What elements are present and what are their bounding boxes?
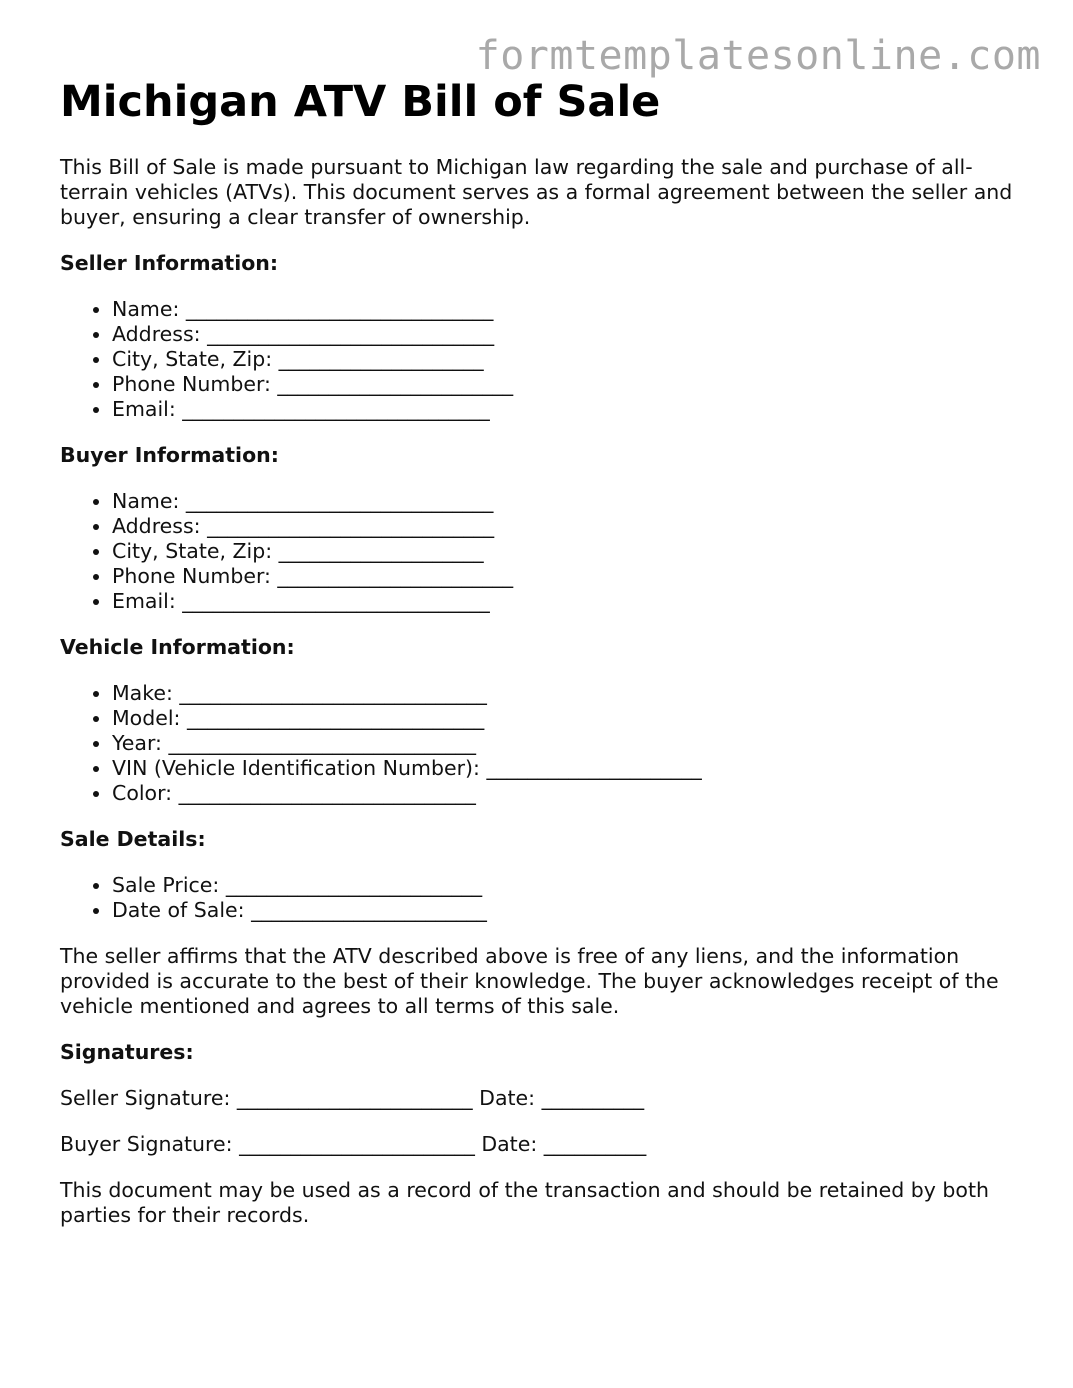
- seller-signature-line: Seller Signature: _______________________ Date: __________: [60, 1086, 645, 1110]
- buyer-address-field: • Address: ____________________________: [112, 514, 1020, 539]
- signatures-heading: Signatures:: [60, 1040, 194, 1064]
- seller-phone-field: • Phone Number: _______________________: [112, 372, 1020, 397]
- intro-paragraph: This Bill of Sale is made pursuant to Michigan law regarding the sale and purchase of all-terrain vehicles (ATVs). This document serves as a formal agreement between the seller and buyer, ensuring a clear transfer of ownership.: [60, 155, 1013, 229]
- seller-list: [60, 297, 1020, 422]
- sale-list: [60, 873, 1020, 923]
- sale-date-field: • Date of Sale: _______________________: [112, 898, 1020, 923]
- watermark: formtemplatesonline.com: [475, 33, 1041, 79]
- buyer-signature-line: Buyer Signature: _______________________ Date: __________: [60, 1132, 647, 1156]
- vehicle-color-field: • Color: _____________________________: [112, 781, 1020, 806]
- vehicle-vin-field: • VIN (Vehicle Identification Number): _____________________: [112, 756, 1020, 781]
- seller-name-field: • Name: ______________________________: [112, 297, 1020, 322]
- buyer-phone-field: • Phone Number: _______________________: [112, 564, 1020, 589]
- buyer-name-field: • Name: ______________________________: [112, 489, 1020, 514]
- document: [60, 76, 1020, 1228]
- buyer-city-field: • City, State, Zip: ____________________: [112, 539, 1020, 564]
- seller-heading: Seller Information:: [60, 251, 279, 275]
- sale-price-field: • Sale Price: _________________________: [112, 873, 1020, 898]
- vehicle-make-field: • Make: ______________________________: [112, 681, 1020, 706]
- seller-address-field: • Address: ____________________________: [112, 322, 1020, 347]
- vehicle-model-field: • Model: _____________________________: [112, 706, 1020, 731]
- vehicle-year-field: • Year: ______________________________: [112, 731, 1020, 756]
- buyer-list: [60, 489, 1020, 614]
- vehicle-list: [60, 681, 1020, 806]
- buyer-heading: Buyer Information:: [60, 443, 279, 467]
- affirmation-paragraph: The seller affirms that the ATV described above is free of any liens, and the information provided is accurate to the best of their knowledge. The buyer acknowledges receipt of the vehicle mentioned and agrees to all terms of this sale.: [60, 944, 999, 1018]
- buyer-email-field: • Email: ______________________________: [112, 589, 1020, 614]
- closing-paragraph: This document may be used as a record of the transaction and should be retained by both parties for their records.: [60, 1178, 990, 1227]
- page-title: Michigan ATV Bill of Sale: [60, 77, 661, 127]
- vehicle-heading: Vehicle Information:: [60, 635, 295, 659]
- seller-city-field: • City, State, Zip: ____________________: [112, 347, 1020, 372]
- seller-email-field: • Email: ______________________________: [112, 397, 1020, 422]
- sale-heading: Sale Details:: [60, 827, 206, 851]
